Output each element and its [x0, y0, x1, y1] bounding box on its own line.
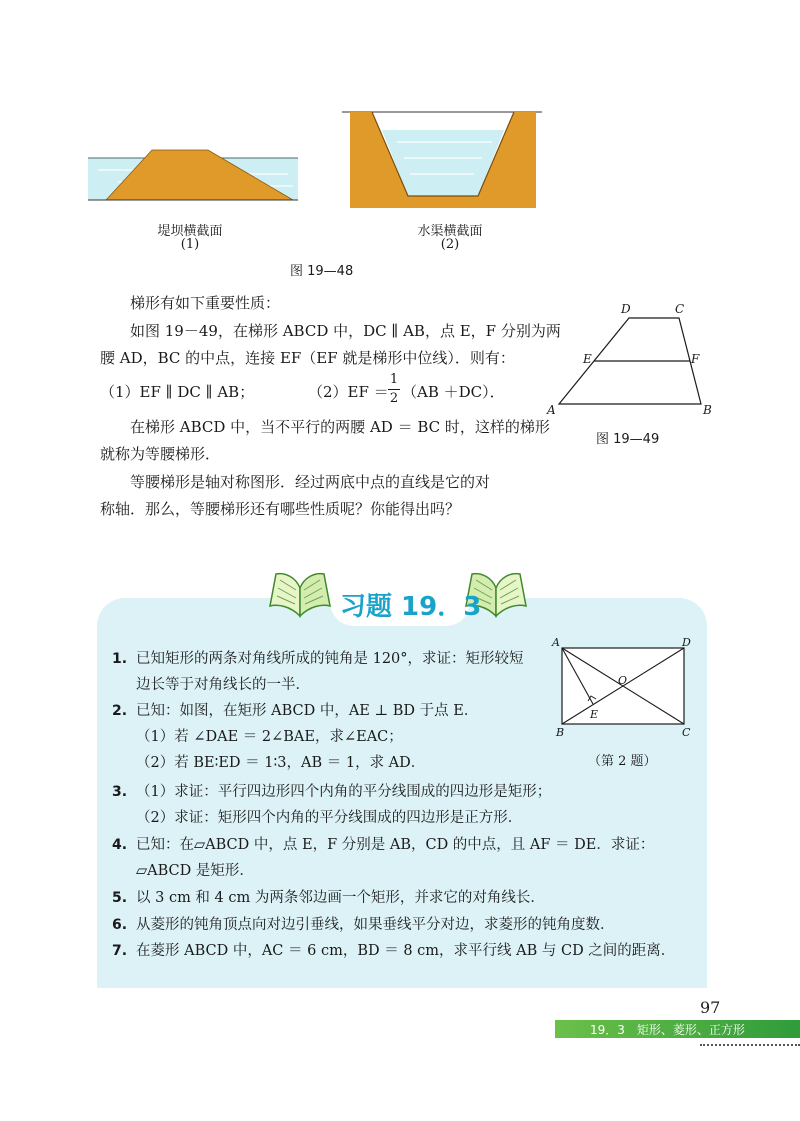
exercise-number: 2.	[112, 703, 128, 719]
exercise-number: 6.	[112, 917, 128, 933]
exercise-7-line-1: 在菱形 ABCD 中，AC ＝ 6 cm，BD ＝ 8 cm，求平行线 AB 与 CD 之间的距离．	[136, 943, 676, 959]
exercise-4-line-1: 已知：在▱ABCD 中，点 E，F 分别是 AB，CD 的中点，且 AF ＝ DE．求证：	[136, 837, 655, 853]
exercise-number: 1.	[112, 651, 128, 667]
property-2-suffix: （AB ＋DC）．	[402, 383, 505, 401]
canal-caption-number: (2)	[440, 237, 460, 252]
vertex-label-D: D	[682, 636, 691, 649]
exercise-3-line-2: （2）求证：矩形四个内角的平分线围成的四边形是正方形．	[136, 810, 523, 826]
rectangle-abcd-figure	[548, 634, 696, 738]
center-label-O: O	[618, 674, 628, 687]
paragraph-line: 如图 19－49，在梯形 ABCD 中，DC ∥ AB，点 E，F 分别为两	[130, 322, 561, 340]
exercise-4-line-2: ▱ABCD 是矩形．	[136, 863, 254, 879]
exercise-number: 4.	[112, 837, 128, 853]
open-book-icon	[268, 566, 332, 620]
exercise-2-line-1: 已知：如图，在矩形 ABCD 中，AE ⊥ BD 于点 E．	[136, 703, 479, 719]
paragraph-line: 称轴．那么，等腰梯形还有哪些性质呢？你能得出吗？	[100, 500, 461, 518]
footer-dotted-rule	[700, 1044, 800, 1046]
vertex-label-C: C	[675, 302, 685, 316]
vertex-label-A: A	[552, 636, 560, 649]
exercise-1-line-2: 边长等于对角线长的一半．	[136, 677, 310, 693]
midpoint-label-E: E	[583, 352, 592, 366]
exercise-2-line-2: （1）若 ∠DAE ＝ 2∠BAE，求∠EAC；	[136, 729, 403, 745]
exercise-1-line-1: 已知矩形的两条对角线所成的钝角是 120°，求证：矩形较短	[136, 651, 524, 667]
vertex-label-B: B	[703, 403, 712, 417]
midpoint-label-F: F	[691, 352, 700, 366]
exercise-2-line-3: （2）若 BE∶ED ＝ 1∶3，AB ＝ 1，求 AD．	[136, 755, 426, 771]
exercise-title: 习题 19．3	[340, 592, 482, 622]
exercise-number: 7.	[112, 943, 128, 959]
vertex-label-D: D	[621, 302, 631, 316]
figure-19-49-title: 图 19—49	[596, 432, 660, 447]
property-1: （1）EF ∥ DC ∥ AB；	[100, 383, 255, 401]
dam-caption-number: (1)	[180, 237, 200, 252]
exercise-number: 3.	[112, 784, 128, 800]
vertex-label-B: B	[556, 726, 565, 738]
dam-caption: 堤坝横截面	[157, 224, 223, 239]
trapezoid-figure	[545, 300, 715, 420]
paragraph-line: 等腰梯形是轴对称图形．经过两底中点的直线是它的对	[130, 473, 491, 491]
paragraph-line: 腰 AD，BC 的中点，连接 EF（EF 就是梯形中位线）．则有：	[100, 349, 515, 367]
exercise-5-line-1: 以 3 cm 和 4 cm 为两条邻边画一个矩形，并求它的对角线长．	[136, 890, 545, 906]
figure-19-48-title: 图 19—48	[290, 264, 354, 279]
vertex-label-A: A	[547, 403, 556, 417]
fraction-bar	[388, 389, 400, 390]
dam-cross-section-figure	[88, 140, 298, 210]
exercise-number: 5.	[112, 890, 128, 906]
foot-label-E: E	[590, 708, 599, 721]
property-2-prefix: （2）EF ＝	[308, 383, 389, 401]
paragraph-properties-intro: 梯形有如下重要性质：	[130, 294, 281, 312]
exercise-6-line-1: 从菱形的钝角顶点向对边引垂线，如果垂线平分对边，求菱形的钝角度数．	[136, 917, 615, 933]
paragraph-line: 在梯形 ABCD 中，当不平行的两腰 AD ＝ BC 时，这样的梯形	[130, 418, 550, 436]
canal-cross-section-figure	[342, 104, 542, 210]
exercise-3-line-1: （1）求证：平行四边形四个内角的平分线围成的四边形是矩形；	[136, 784, 552, 800]
page-number: 97	[700, 998, 721, 1017]
paragraph-line: 就称为等腰梯形．	[100, 445, 221, 463]
fraction-numerator: 1	[389, 372, 399, 387]
exercise-2-figure-caption: （第 2 题）	[588, 754, 657, 769]
section-footer-label: 19．3 矩形、菱形、正方形	[590, 1023, 745, 1037]
canal-caption: 水渠横截面	[417, 224, 483, 239]
fraction-denominator: 2	[389, 391, 399, 406]
vertex-label-C: C	[682, 726, 691, 738]
